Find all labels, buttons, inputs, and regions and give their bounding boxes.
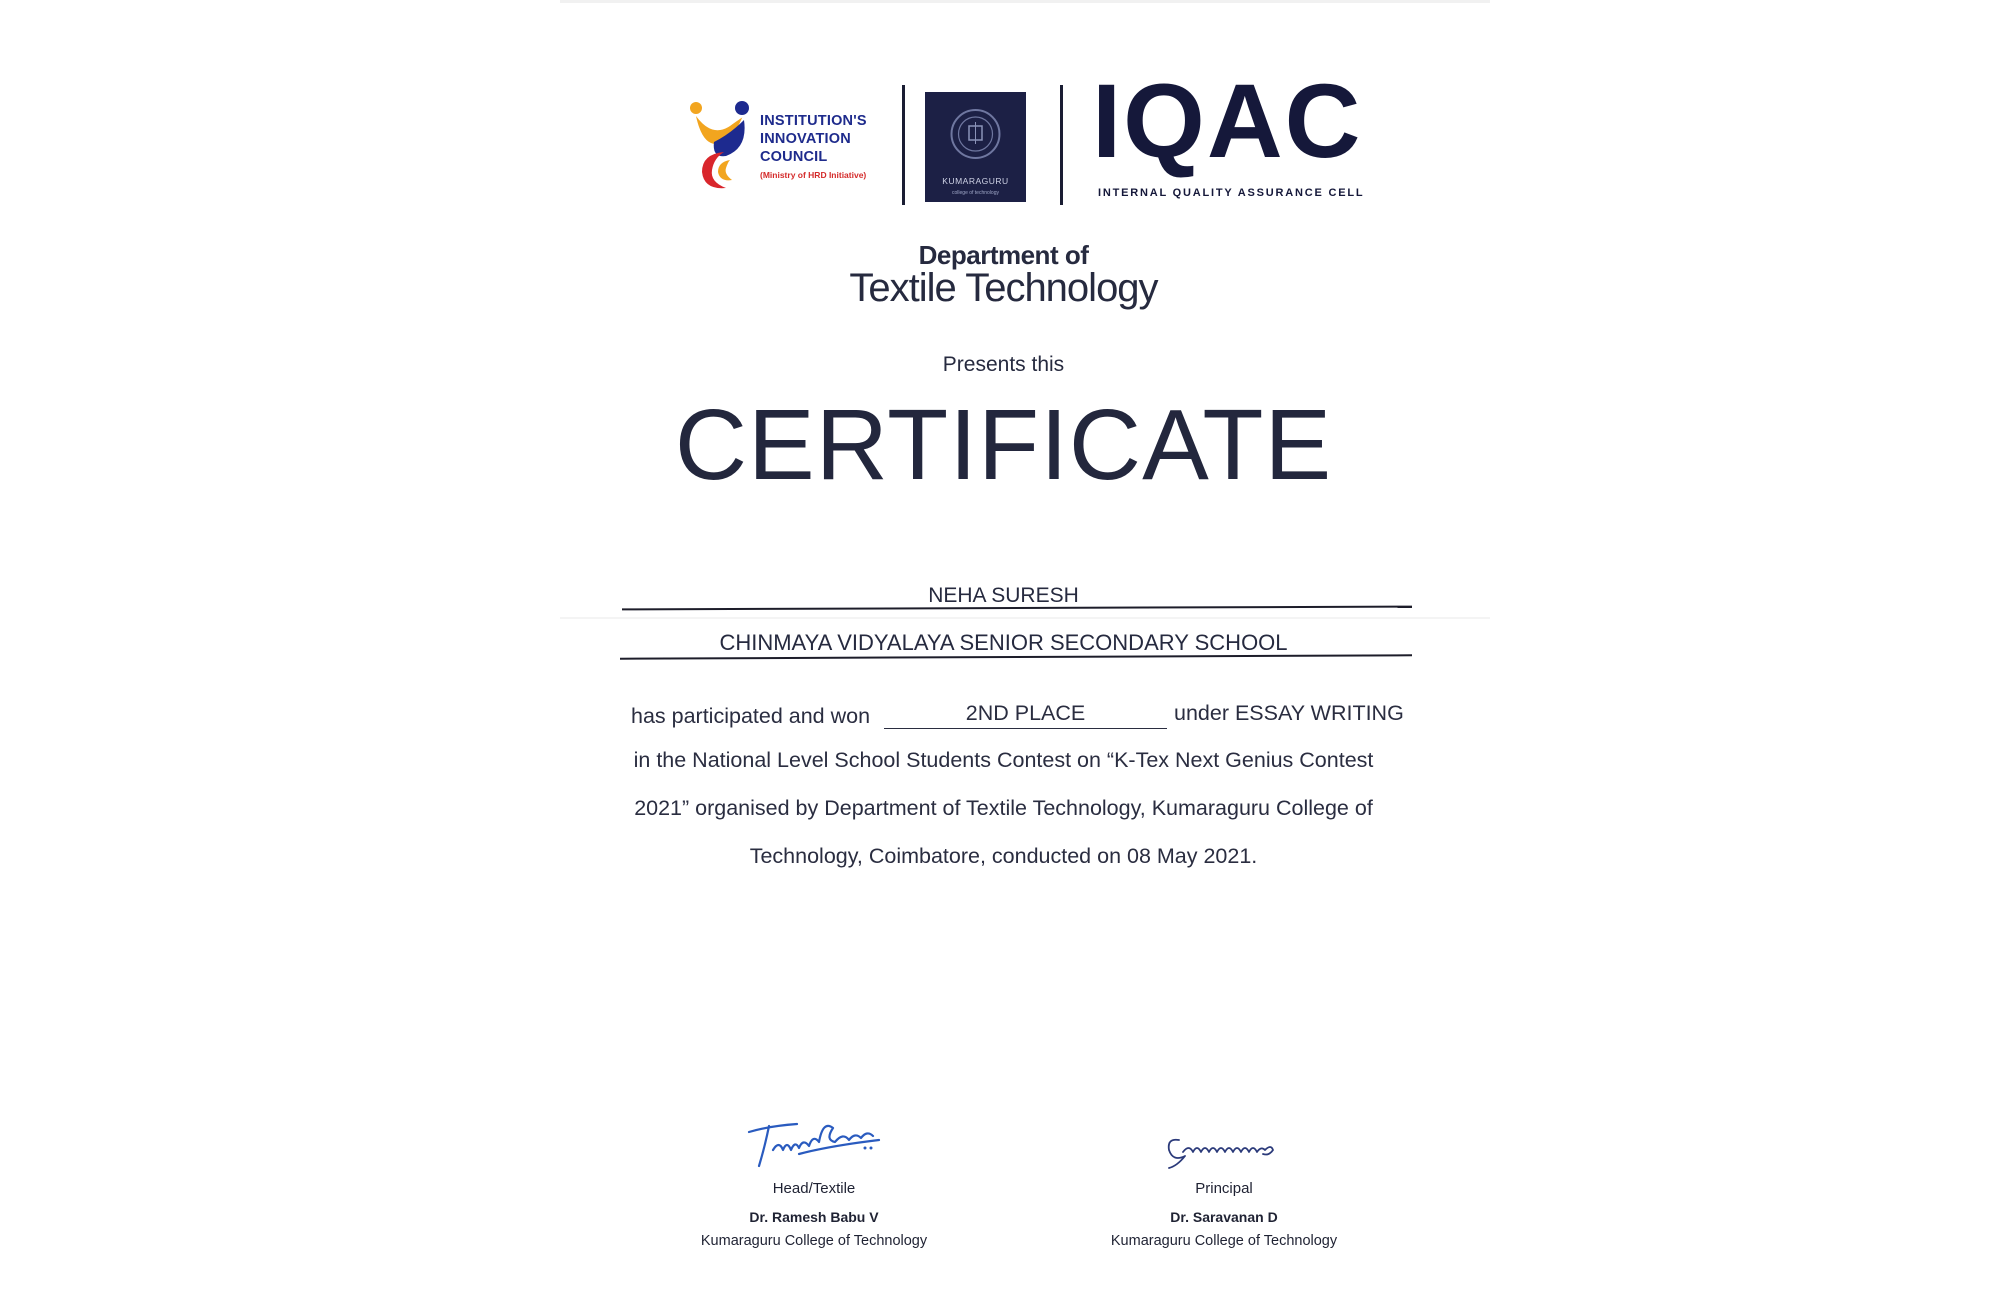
certificate-title: CERTIFICATE [674, 389, 1333, 501]
signatory-role: Principal [1195, 1180, 1253, 1197]
iic-logo [690, 98, 890, 190]
signatory-org: Kumaraguru College of Technology [1110, 1233, 1338, 1249]
kct-label: KUMARAGURU [942, 176, 1009, 186]
iic-emblem-icon [690, 98, 760, 190]
presents-text: Presents this [942, 353, 1065, 376]
signatory-name: Dr. Ramesh Babu V [749, 1209, 879, 1225]
iic-title [760, 112, 867, 166]
logo-divider [1060, 85, 1063, 205]
recipient-name: NEHA SURESH [928, 584, 1079, 607]
body-line-4: Technology, Coimbatore, conducted on 08 May 2021. [749, 844, 1258, 868]
kct-logo [925, 92, 1026, 202]
iic-line-1: INSTITUTION'S [760, 113, 867, 129]
iqac-subtitle: INTERNAL QUALITY ASSURANCE CELL [1098, 187, 1365, 199]
logo-divider [902, 85, 905, 205]
signatory-principal [1074, 1110, 1374, 1249]
body-line-2: in the National Level School Students Contest on “K-Tex Next Genius Contest [633, 748, 1374, 772]
signatory-name: Dr. Saravanan D [1170, 1209, 1278, 1225]
department-line-2: Textile Technology [849, 266, 1158, 310]
iqac-logo-title: IQAC [1092, 63, 1363, 180]
body-line-3: 2021” organised by Department of Textile Technology, Kumaraguru College of [634, 796, 1373, 820]
signatory-head [664, 1110, 964, 1249]
recipient-school: CHINMAYA VIDYALAYA SENIOR SECONDARY SCHOOL [719, 630, 1288, 655]
signatory-org: Kumaraguru College of Technology [700, 1233, 928, 1249]
iic-line-3: COUNCIL [760, 149, 828, 165]
department-line-1: Department of [918, 240, 1089, 270]
body-line-1-prefix: has participated and won [631, 704, 871, 728]
signature-head-icon [739, 1110, 889, 1172]
kct-sublabel: college of technology [952, 190, 999, 196]
award-place: 2ND PLACE [884, 698, 1167, 729]
iic-line-2: INNOVATION [760, 131, 851, 147]
scan-fold-line [560, 617, 1490, 619]
body-line-1-suffix: under ESSAY WRITING [1174, 701, 1404, 725]
signature-principal-icon [1149, 1110, 1299, 1172]
kct-emblem-icon [925, 92, 1026, 172]
iic-subtitle: (Ministry of HRD Initiative) [760, 170, 867, 180]
top-divider [560, 0, 1490, 3]
signatory-role: Head/Textile [772, 1180, 856, 1197]
